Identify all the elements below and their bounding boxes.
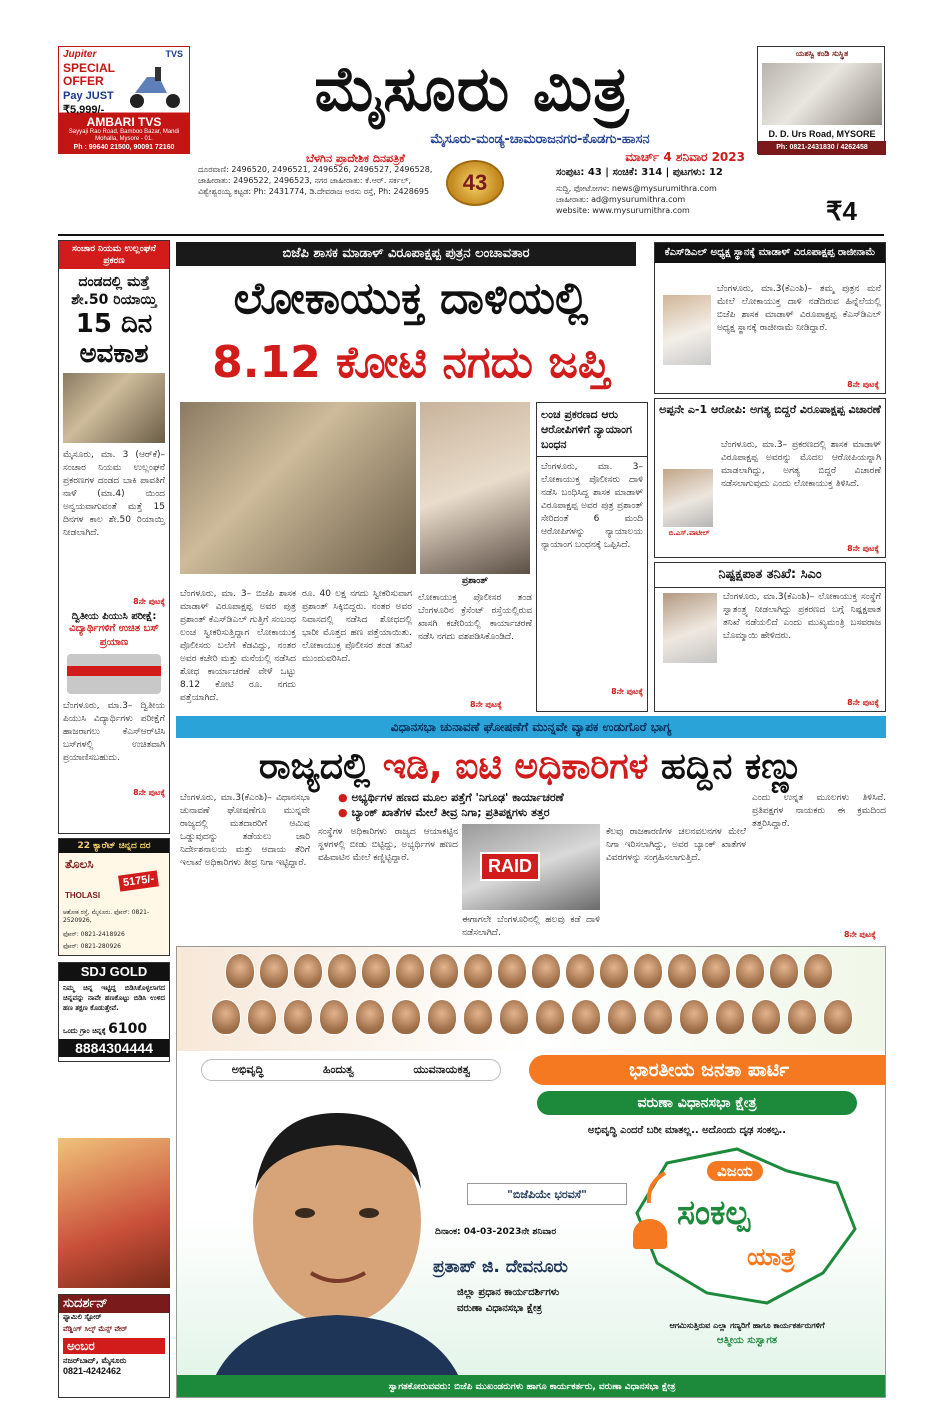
ad-sdj-gold[interactable] [58,962,170,1062]
pages: ಪುಟಗಳು: 12 [672,167,723,178]
leader-face [643,999,673,1035]
election-more: 8ನೇ ಪುಟಕ್ಕೆ [844,930,876,939]
masthead-phones [198,164,438,197]
ad-amount: ₹5,999/- [63,104,105,116]
sdj-rate-label: ಒಂದು ಗ್ರಾಂ ಚಿನ್ನಕ್ಕೆ [63,1027,106,1035]
yatra-map [627,1143,867,1313]
election-headline-c: ಹದ್ದಿನ ಕಣ್ಣು [660,746,804,787]
issue-info: ಸಂಪುಟ: 43 | ಸಂಚಿಕೆ: 314 | ಪುಟಗಳು: 12 [556,167,723,178]
rail-headline-2: ಶೇ.50 ರಿಯಾಯ್ತಿ [71,292,157,308]
leader-face [701,953,731,989]
sdj-phone: 8884304444 [59,1039,169,1057]
bjp-slogan: ಅಭಿವೃದ್ಧಿ ಎಂದರೆ ಬರೀ ಮಾತಲ್ಲ.. ಅದೊಂದು ದೃಢ ಸಂಕಲ್ಪ.. [587,1125,787,1136]
leader-face [607,999,637,1035]
sudarshan-body: ವೆಡ್ಡಿಂಗ್ ಸಿಲ್ಕ್ ಮೆನ್ಸ್ ವೇರ್ [63,1325,128,1333]
rail-headline-4: ಅವಕಾಶ [79,339,149,369]
price: ₹4 [826,196,858,226]
yatra-3: ಯಾತ್ರೆ [747,1243,796,1271]
contact-line: ಸುದ್ದಿ, ಫೋಟೋಗಳ: news@mysurumithra.com [556,184,717,193]
accused-body: ಬೆಂಗಳೂರು, ಮಾ.3– ಪ್ರಕರಣದಲ್ಲಿ ಶಾಸಕ ಮಾಡಾಳ್ ವಿರೂಪಾಕ್ಷಪ್ಪ ಅವರನ್ನು ಮೊದಲ ಆರೋಪಿಯನ್ನಾಗಿ ಮಾಡಲಾಗಿದ್ದು, ಅಗತ್ಯ ಬಿದ್ದರೆ ವಿಚಾರಣೆ ನಡೆಸಲಾಗುವುದು ಎಂದು ಲೋಕಾಯುಕ್ತ ತಿಳಿಸಿದೆ. [721,440,881,489]
bjp-party: ಭಾರತೀಯ ಜನತಾ ಪಾರ್ಟಿ [529,1055,886,1085]
contact-line: ಜಾಹೀರಾತು: ad@mysurumithra.com [556,195,686,204]
ad-couple-photo[interactable] [58,1138,170,1288]
leader-face [769,953,799,989]
yatra-2: ಸಂಕಲ್ಪ [677,1193,751,1233]
issue: ಸಂಚಿಕೆ: 314 [612,167,663,178]
leader-face [429,953,459,989]
leader-face [565,953,595,989]
tag-2: ಹಿಂದುತ್ವ [322,1063,354,1076]
ad-tvs-logo: TVS [165,49,183,59]
leader-face [751,999,781,1035]
leader-face [599,953,629,989]
lead-headline-2: 8.12 ಕೋಟಿ ನಗದು ಜಪ್ತಿ [212,337,610,388]
ad-yashaswi-name: ಯಶಸ್ವಿ ಕಂಡಿ ಸುಸ್ಥಿತ [795,49,849,58]
rail-headline-3: 15 ದಿನ [75,309,153,339]
left-rail-traffic [58,240,170,834]
leader-face [391,999,421,1035]
yatra-1: ವಿಜಯ [707,1161,763,1181]
gold-price: 5175/- [118,870,159,891]
leader-face [427,999,457,1035]
masthead-date: ಮಾರ್ಚ್ 4 ಶನಿವಾರ 2023 [625,150,745,164]
prashanth-photo [420,402,530,574]
leader-face [535,999,565,1035]
arrest-body: ಬೆಂಗಳೂರು, ಮಾ. 3– ಲೋಕಾಯುಕ್ತ ಪೊಲೀಸರು ದಾಳಿ ನಡೆಸಿ ಬಂಧಿಸಿದ್ದ ಶಾಸಕ ಮಾಡಾಳ್ ವಿರೂಪಾಕ್ಷಪ್ಪ ಅವರ ಪುತ್ರ ಪ್ರಶಾಂತ್ ಸೇರಿದಂತೆ 6 ಮಂದಿ ಆರೋಪಿಗಳನ್ನು ನ್ಯಾಯಾಲಯ ನ್ಯಾಯಾಂಗ ಬಂಧನಕ್ಕೆ ಒಪ್ಪಿಸಿದೆ. [541,462,643,550]
leader-face [803,953,833,989]
masthead-contacts [556,183,776,216]
ad-offer: SPECIAL OFFER [63,61,115,88]
bjp-invite: ಆಗಮಿಸುತ್ತಿರುವ ಎಲ್ಲಾ ಗಣ್ಯರಿಗೆ ಹಾಗೂ ಕಾರ್ಯಕರ್ತರುಗಳಿಗೆ [669,1321,825,1330]
leader-face [259,953,289,989]
ad-phone: Ph : 99640 21500, 90091 72160 [73,144,175,151]
sudarshan-phone: 0821-4242462 [63,1366,122,1376]
election-col-3: ಕೆಲವು ರಾಜಕಾರಣಿಗಳ ಚಲನವಲನಗಳ ಮೇಲೆ ನಿಗಾ ಇರಿಸಲಾಗಿದ್ದು, ಅವರ ಬ್ಯಾಂಕ್ ಖಾತೆಗಳ ವಿವರಗಳನ್ನು ಸಂಗ್ರಹಿಸಲಾಗುತ್ತಿದೆ. [606,827,746,863]
tholasi-brand-en: THOLASI [65,891,101,900]
bjp-welcome: ಆತ್ಮೀಯ ಸುಸ್ವಾಗತ [716,1335,778,1346]
election-headline [176,742,886,792]
election-col-4: ಎಂದು ಉನ್ನತ ಮೂಲಗಳು ತಿಳಿಸಿವೆ. ಪ್ರತಿಪಕ್ಷಗಳ ನಾಯಕರು ಈ ಕ್ರಮದಿಂದ ತತ್ತರಿಸಿದ್ದಾರೆ. [752,793,886,829]
leader-face [355,999,385,1035]
leader-face [293,953,323,989]
leader-face [319,999,349,1035]
masthead-rule [58,234,884,236]
leader-face [395,953,425,989]
volume: ಸಂಪುಟ: 43 [556,167,602,178]
ad-yashaswi-phone: Ph: 0821-2431830 / 4262458 [758,141,886,155]
leader-face [571,999,601,1035]
lead-body-3: ಲೋಕಾಯುಕ್ತ ಪೊಲೀಸರ ತಂಡ ಬೆಂಗಳೂರಿನ ಕ್ರೆಸೆಂಟ್ ರಸ್ತೆಯಲ್ಲಿರುವ ಖಾಸಗಿ ಕಚೇರಿಯಲ್ಲಿ ಕಾರ್ಯಾಚರಣೆ ನಡೆಸಿ ನಗದು ವಶಪಡಿಸಿಕೊಂಡಿದೆ. [418,593,532,642]
leader-face [283,999,313,1035]
prashanth-caption: ಪ್ರಶಾಂತ್ [462,576,488,586]
phone-line: ವಿಶ್ವೇಶ್ವರಯ್ಯ ಕಟ್ಟಡ: Ph: 2431774, ಡಿ.ದೇವರಾಜ ಅರಸು ರಸ್ತೆ, Ph: 2428695 [198,187,430,196]
election-col-1: ಬೆಂಗಳೂರು, ಮಾ.3(ಕೆಎಂಶಿ)– ವಿಧಾನಸಭಾ ಚುನಾವಣೆ ಘೋಷಣೆಗೂ ಮುನ್ನವೇ ರಾಜ್ಯದಲ್ಲಿ ಮತದಾರರಿಗೆ ಆಮಿಷ ಒಡ್ಡುವುದನ್ನು ತಡೆಯಲು ಜಾರಿ ನಿರ್ದೇಶನಾಲಯ ಮತ್ತು ಆದಾಯ ತೆರಿಗೆ ಇಲಾಖೆ ಅಧಿಕಾರಿಗಳು ತೀವ್ರ ನಿಗಾ ಇಟ್ಟಿದ್ದಾರೆ. [180,793,310,868]
bjp-date: ದಿನಾಂಕ: 04-03-2023ನೇ ಶನಿವಾರ [435,1227,557,1237]
leaders-strip [177,947,886,1051]
story-arrest [536,402,648,712]
building-image [762,63,882,125]
election-headline-b: ಇಡಿ, ಐಟಿ ಅಧಿಕಾರಿಗಳ [382,746,649,787]
ad-address: Sayyaji Rao Road, Bamboo Bazar, Mandi Mohalla, Mysore - 01. [68,129,180,142]
leader-face [633,953,663,989]
candidate-portrait [207,1093,467,1398]
bjp-quote: "ಬಿಜೆಪಿಯೇ ಭರವಸೆ" [467,1183,627,1205]
sdj-body: ನಿಮ್ಮ ಚಿನ್ನ ಇಟ್ಟಿದ್ದ ಬಿಡಿಸಿಕೊಳ್ಳಲಾಗದ ಚಿನ್ನವನ್ನು ನಾವೇ ಹಣಕೊಟ್ಟು ಬಿಡಿಸಿ ಉಳಿದ ಹಣ ತಕ್ಷಣ ಕೊಡುತ್ತೇವೆ. [63,984,165,1012]
leader-face [715,999,745,1035]
arrest-more: 8ನೇ ಪುಟಕ್ಕೆ [611,687,643,696]
story-accused [654,398,886,558]
ad-tholasi[interactable] [58,838,170,956]
resign-more: 8ನೇ ಪುಟಕ್ಕೆ [847,380,879,389]
tag-3: ಯುವನಾಯಕತ್ವ [413,1063,471,1076]
phone-line: ಜಾಹೀರಾತು: 2496522, 2496523, ನಗರ ಜಾಹೀರಾತು: ಕೆ.ಆರ್. ಸರ್ಕಲ್, [198,176,412,185]
raid-photo [462,824,600,910]
resign-body: ಬೆಂಗಳೂರು, ಮಾ.3(ಕೆಎಂಶಿ)– ತಮ್ಮ ಪುತ್ರನ ಮನೆ ಮೇಲೆ ಲೋಕಾಯುಕ್ತ ದಾಳಿ ನಡೆದಿರುವ ಹಿನ್ನೆಲೆಯಲ್ಲಿ ಬಿಜೆಪಿ ಶಾಸಕ ಮಾಡಾಳ್ ವಿರೂಪಾಕ್ಷಪ್ಪ ಕೆಎಸ್‌ಡಿಎಲ್ ಅಧ್ಯಕ್ಷ ಸ್ಥಾನಕ್ಕೆ ರಾಜೀನಾಮೆ ನೀಡಿದ್ದಾರೆ. [717,284,881,333]
sdj-title: SDJ GOLD [59,963,169,981]
phone-line: ದೂರವಾಣಿ: 2496520, 2496521, 2496526, 2496527, 2496528, [198,165,433,174]
tholasi-brand: ತೊಲಸಿ [65,857,94,871]
leader-face [497,953,527,989]
masthead-title: ಮೈಸೂರು ಮಿತ್ರ [314,52,630,125]
bjp-footer: ಸ್ವಾಗತಕೋರುವವರು: ಬಿಜೆಪಿ ಮುಖಂಡರುಗಳು ಹಾಗೂ ಕಾರ್ಯಕರ್ತರು, ವರುಣಾ ವಿಧಾನಸಭಾ ಕ್ಷೇತ್ರ [177,1375,886,1398]
exam-more: 8ನೇ ಪುಟಕ್ಕೆ [133,788,165,797]
anniversary-number: 43 [462,170,488,195]
cash-seizure-photo [180,402,416,574]
sudarshan-title: ಸುದರ್ಶನ್ [59,1295,169,1313]
virupakshappa-photo [663,295,711,365]
leader-face [225,953,255,989]
lead-headline-1: ಲೋಕಾಯುಕ್ತ ದಾಳಿಯಲ್ಲಿ [233,273,589,324]
sdj-rate: 6100 [108,1021,148,1037]
leader-face [667,953,697,989]
bjp-lotus-icon [633,1219,667,1249]
raid-label: RAID [480,852,540,881]
ad-dealer: AMBARI TVS [86,115,162,129]
lead-kicker: ಬಿಜೆಪಿ ಶಾಸಕ ಮಾಡಾಳ್ ವಿರೂಪಾಕ್ಷಪ್ಪ ಪುತ್ರನ ಲಂಚಾವತಾರ [176,242,636,266]
leader-face [247,999,277,1035]
cm-body: ಬೆಂಗಳೂರು, ಮಾ.3(ಕೆಎಂಶಿ)– ಲೋಕಾಯುಕ್ತ ಸಂಸ್ಥೆಗೆ ಸ್ವಾತಂತ್ರ್ಯ ನೀಡಲಾಗಿದ್ದು ಪ್ರಕರಣದ ಬಗ್ಗೆ ನಿಷ್ಪಕ್ಷಪಾತ ತನಿಖೆ ನಡೆಯಲಿದೆ ಎಂದು ಮುಖ್ಯಮಂತ್ರಿ ಬಸವರಾಜ ಬೊಮ್ಮಾಯಿ ಹೇಳಿದರು. [723,592,881,641]
cm-headline: ನಿಷ್ಪಕ್ಷಪಾತ ತನಿಖೆ: ಸಿಎಂ [655,563,885,588]
leader-face [211,999,241,1035]
leader-face [679,999,709,1035]
ad-pay: Pay JUST [63,90,114,102]
cm-photo [663,593,717,663]
scooter-image [125,63,185,109]
leader-face [327,953,357,989]
ad-yashaswi-address: D. D. Urs Road, MYSORE [768,129,876,139]
resign-headline: ಕೆಎಸ್‌ಡಿಎಲ್ ಅಧ್ಯಕ್ಷ ಸ್ಥಾನಕ್ಕೆ ಮಾಡಾಳ್ ವಿರೂಪಾಕ್ಷಪ್ಪ ರಾಜೀನಾಮೆ [655,243,885,263]
gold-phone: ಫೋನ್: 0821-2418926 [63,931,125,938]
bjp-tags [201,1059,501,1081]
cm-more: 8ನೇ ಪುಟಕ್ಕೆ [847,698,879,707]
leader-face [463,999,493,1035]
lead-body-2: ರೂ. 40 ಲಕ್ಷ ನಗದು ಸ್ವೀಕರಿಸುವಾಗ ಪ್ರಶಾಂತ್ ಸಿಕ್ಕಿಬಿದ್ದರು. ನಂತರ ಅವರ ನಿವಾಸದಲ್ಲಿ ನಡೆಸಿದ ಶೋಧದಲ್ಲಿ ಭಾರೀ ಮೊತ್ತದ ಹಣ ಪತ್ತೆಯಾಯಿತು. ಲೋಕಾಯುಕ್ತ ಪೊಲೀಸರ ತಂಡ ತನಿಖೆ ಮುಂದುವರಿಸಿದೆ. [302,589,412,664]
gold-title: 22 ಕ್ಯಾರೆಟ್ ಚಿನ್ನದ ದರ [59,839,169,853]
accused-headline: ಅಪ್ಪನೇ ಎ-1 ಆರೋಪಿ: ಅಗತ್ಯ ಬಿದ್ದರೆ ವಿರೂಪಾಕ್ಷಪ್ಪ ವಿಚಾರಣೆ [659,403,881,416]
ad-bjp[interactable] [176,946,886,1398]
bullet-1: ● ಅಭ್ಯರ್ಥಿಗಳ ಹಣದ ಮೂಲ ಪತ್ತೆಗೆ 'ನಿಗೂಢ' ಕಾರ್ಯಾಚರಣೆ [338,790,758,805]
rail-kicker: ಸಂಚಾರ ನಿಯಮ ಉಲ್ಲಂಘನೆ ಪ್ರಕರಣ [59,241,169,269]
exam-kicker: ದ್ವಿತೀಯ ಪಿಯುಸಿ ಪರೀಕ್ಷೆ: [71,611,157,622]
election-col-2: ಸಂಸ್ಥೆಗಳ ಅಧಿಕಾರಿಗಳು ರಾಜ್ಯದ ಆಯಾಕಟ್ಟಿನ ಸ್ಥಳಗಳಲ್ಲಿ ಬೀಡು ಬಿಟ್ಟಿದ್ದು, ಅಭ್ಯರ್ಥಿಗಳ ಹಣದ ವಹಿವಾಟಿನ ಮೇಲೆ ಕಣ್ಣಿಟ್ಟಿದ್ದಾರೆ. [318,827,458,863]
raid-caption: ಈಗಾಗಲೇ ಬೆಂಗಳೂರಿನಲ್ಲಿ ಹಲವು ಕಡೆ ದಾಳಿ ನಡೆಸಲಾಗಿದೆ. [462,915,600,938]
leader-face [531,953,561,989]
contact-line: website: www.mysurumithra.com [556,206,690,215]
anniversary-badge [446,160,504,206]
lead-body-1: ಬೆಂಗಳೂರು, ಮಾ. 3– ಬಿಜೆಪಿ ಶಾಸಕ ಮಾಡಾಳ್ ವಿರೂಪಾಕ್ಷಪ್ಪ ಅವರ ಪುತ್ರ ಪ್ರಶಾಂತ್ ಕೆಎಸ್‌ಡಿಎಲ್ ಗುತ್ತಿಗೆ ಸಂಬಂಧ ಲಂಚ ಸ್ವೀಕರಿಸುತ್ತಿದ್ದಾಗ ಲೋಕಾಯುಕ್ತ ಪೊಲೀಸರು ಬಲೆಗೆ ಕೆಡವಿದ್ದು, ನಂತರ ಅವರ ಕಚೇರಿ ಮತ್ತು ಮನೆಯಲ್ಲಿ ನಡೆಸಿದ ಶೋಧ ಕಾರ್ಯಾಚರಣೆ ವೇಳೆ ಒಟ್ಟು 8.12 ಕೋಟಿ ರೂ. ನಗದು ಪತ್ತೆಯಾಗಿದೆ. [180,589,296,703]
rail-more: 8ನೇ ಪುಟಕ್ಕೆ [133,597,165,606]
leader-face [499,999,529,1035]
story-resign [654,242,886,394]
traffic-photo [63,373,165,443]
leader-face [823,999,853,1035]
sudarshan-footer: ನಜರ್‌ಬಾದ್, ಮೈಸೂರು [63,1356,127,1365]
exam-headline: ವಿದ್ಯಾರ್ಥಿಗಳಿಗೆ ಉಚಿತ ಬಸ್ ಪ್ರಯಾಣ [69,623,159,648]
ad-ambari-tvs[interactable] [58,46,190,154]
election-banner: ವಿಧಾನಸಭಾ ಚುನಾವಣೆ ಘೋಷಣೆಗೆ ಮುನ್ನವೇ ವ್ಯಾಪಕ ಉಡುಗೊರೆ ಭಾಗ್ಯ [176,716,886,738]
gold-phone-2: ಫೋನ್: 0821-280926 [63,943,121,950]
accused-caption: ಬಿ.ಎಸ್.ಪಾಟೀಲ್ [668,529,710,537]
ad-brand: Jupiter [63,49,97,60]
bjp-role: ಜಿಲ್ಲಾ ಪ್ರಧಾನ ಕಾರ್ಯದರ್ಶಿಗಳು [457,1287,560,1298]
accused-more: 8ನೇ ಪುಟಕ್ಕೆ [847,544,879,553]
election-bullets [338,790,758,820]
story-cm [654,562,886,712]
tag-1: ಅಭಿವೃದ್ಧಿ [231,1063,264,1076]
gold-address: ಆಶೋಕ ರಸ್ತೆ, ಮೈಸೂರು. ಫೋನ್: 0821-2520926, [63,909,150,924]
lead-more: 8ನೇ ಪುಟಕ್ಕೆ [470,700,502,709]
bullet-2: ● ಬ್ಯಾಂಕ್ ಖಾತೆಗಳ ಮೇಲೆ ತೀವ್ರ ನಿಗಾ; ಪ್ರತಿಪಕ್ಷಗಳು ತತ್ತರ [338,805,758,820]
ad-yashaswi[interactable] [757,46,885,154]
leader-face [463,953,493,989]
sudarshan-subtitle: ಫ್ಯಾಮಿಲಿ ಸ್ಟೋರ್ [63,1313,102,1321]
masthead-regions: ಮೈಸೂರು-ಮಂಡ್ಯ-ಚಾಮರಾಜನಗರ-ಕೊಡಗು-ಹಾಸನ [430,132,650,147]
rail-headline-1: ದಂಡದಲ್ಲಿ ಮತ್ತೆ [78,274,150,290]
exam-body: ಬೆಂಗಳೂರು, ಮಾ.3– ದ್ವಿತೀಯ ಪಿಯುಸಿ ವಿದ್ಯಾರ್ಥಿಗಳು ಪರೀಕ್ಷೆಗೆ ಹಾಜರಾಗಲು ಕೆಎಸ್‌ಆರ್‌ಟಿಸಿ ಬಸ್‌ಗಳಲ್ಲಿ ಉಚಿತವಾಗಿ ಪ್ರಯಾಣಿಸಬಹುದು. [63,701,165,763]
bus-image [67,654,161,694]
masthead-tagline: ಬೆಳಗಿನ ಪ್ರಾದೇಶಿಕ ದಿನಪತ್ರಿಕೆ [306,152,405,165]
rail-body: ಮೈಸೂರು, ಮಾ. 3 (ಆರ್‌ಕೆ)– ಸಂಚಾರ ನಿಯಮ ಉಲ್ಲಂಘನೆ ಪ್ರಕರಣಗಳ ದಂಡದ ಬಾಕಿ ಪಾವತಿಗೆ ನಾಳೆ (ಮಾ.4) ಯಿಂದ ಅನ್ವಯವಾಗುವಂತೆ ಮತ್ತೆ 15 ದಿನಗಳ ಕಾಲ ಶೇ.50 ರಿಯಾಯ್ತಿ ನೀಡಲಾಗಿದೆ. [63,450,165,538]
leader-face [787,999,817,1035]
bjp-constituency: ವರುಣಾ ವಿಧಾನಸಭಾ ಕ್ಷೇತ್ರ [537,1091,857,1115]
ad-sudarshan[interactable] [58,1294,170,1398]
bjp-name: ಪ್ರತಾಪ್ ಜಿ. ದೇವನೂರು [433,1257,568,1277]
election-headline-a: ರಾಜ್ಯದಲ್ಲಿ [258,746,371,787]
bjp-constituency-2: ವರುಣಾ ವಿಧಾನಸಭಾ ಕ್ಷೇತ್ರ [457,1303,542,1314]
leader-face [361,953,391,989]
patil-photo [663,469,713,527]
leader-face [735,953,765,989]
arrest-headline: ಲಂಚ ಪ್ರಕರಣದ ಆರು ಆರೋಪಿಗಳಿಗೆ ನ್ಯಾಯಾಂಗ ಬಂಧನ [537,403,647,457]
sudarshan-brand2: ಅಂಬರ [63,1338,165,1354]
